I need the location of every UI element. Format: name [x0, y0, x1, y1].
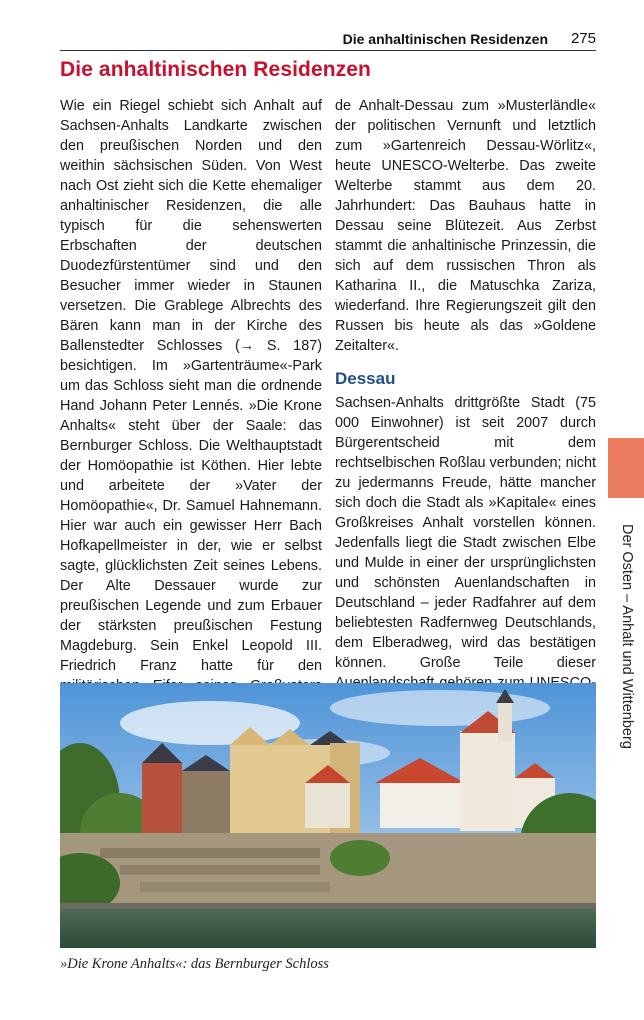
chapter-side-label: Der Osten – Anhalt und Wittenberg: [619, 524, 635, 749]
chapter-tab-marker: [608, 438, 644, 498]
section-heading-dessau: Dessau: [335, 369, 396, 388]
dessau-paragraph: Sachsen-Anhalts drittgrößte Stadt (75 000 Einwohner) ist seit 2007 durch Bürgerentscheid mit dem rechtselbischen Roßlau verbunden; nicht zu jedermanns Freude, hätte mancher sich doch die Stadt als »Kapitale« eines Großkreises Anhalt vorstellen können. Jedenfalls liegt die Stadt zwischen Elbe und Mulde in einer der ursprünglichsten und schönsten Auenlandschaften in Deutschland – jeder Radfahrer auf dem beliebtesten Radfernweg Deutschlands, dem Elberadweg, wird das bestätigen können. Große Teile dieser: [335, 395, 596, 671]
page-number: 275: [570, 30, 596, 47]
right-column: [335, 96, 596, 713]
castle-photo: [60, 683, 596, 948]
figure-caption: »Die Krone Anhalts«: das Bernburger Schloss: [60, 956, 329, 972]
right-column-paragraph: de Anhalt-Dessau zum »Musterländle« der politischen Vernunft und letztlich zum »Gartenreich Dessau-Wörlitz«, heute UNESCO-Welterbe. Das zweite Welterbe stammt aus dem 20. Jahrhundert: Das Bauhaus hatte in Dessau seine Blütezeit. Aus Zerbst stammt die anhaltinische Prinzessin, die sich auf dem russischen Thron als Katharina II., die Matuschka Zariza, wiederfand. Ihre Regierungszeit gilt den Russen bis heute als das »Goldene Zeitalter«.: [335, 98, 596, 354]
chapter-heading: Die anhaltinischen Residenzen: [60, 58, 371, 81]
left-column: [60, 96, 322, 736]
running-header: [60, 28, 596, 51]
running-title: Die anhaltinischen Residenzen: [342, 31, 548, 47]
left-column-paragraph: Wie ein Riegel schiebt sich Anhalt auf Sachsen-Anhalts Landkarte zwischen den preußischen Norden und den weithin sächsischen Süden. Von West nach Ost zieht sich die Kette ehemaliger anhaltinischer Residenzen, die alle typisch für die sehenswerten Erbschaften der deutschen Duodezfürstentümer sind und den Besucher immer wieder in Staunen versetzen. Die Grablege Albrechts des Bären kann man in der Kirche des Ballenstedter Schlosses (→ S. 187) besichtigen. Im »Gartenträume«-Park um das Schloss sieht man die ordnende Hand Johann Peter Lennés. »Die Krone Anhalts« steht über der Saale: das Bernburger Schloss. Die Welthauptstadt der Homöopathie ist Köthen. Hier lebte und arbeitete der »Vater der Homöopathie«, Dr. Samuel Hahnemann. Hier war auch ein gewisser Herr Bach Hofkapellmeister in der, wie er selbst sagte, glücklichsten Zeit seines Lebens. Der Alte Dessauer wurde zur preußischen Legende und zum Erbauer der stärksten preußischen Festung Magdeburg. Sein Enkel Leopold III. Friedrich Franz hatte für den: [60, 98, 322, 674]
